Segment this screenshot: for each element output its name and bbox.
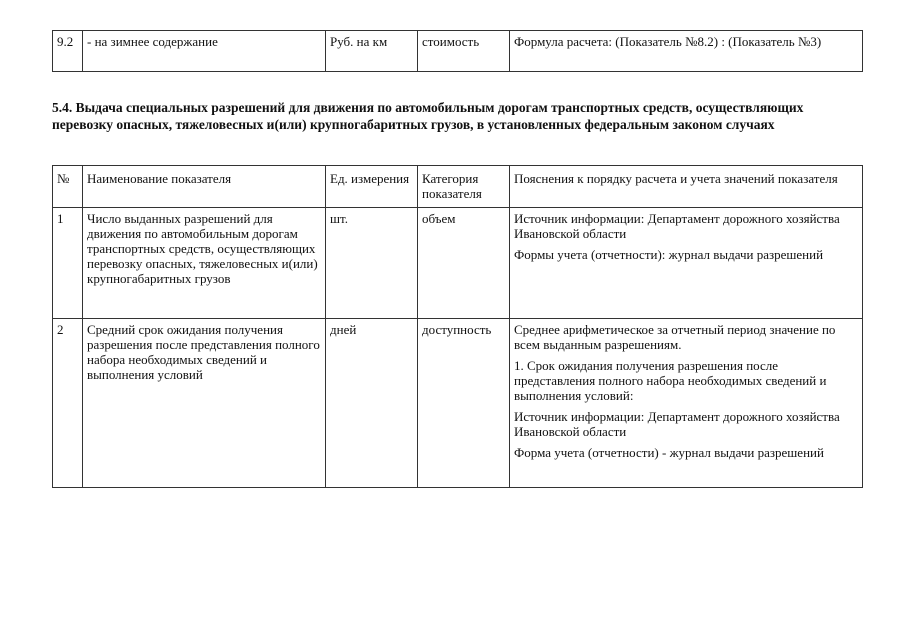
row-number: 1 [53, 208, 83, 319]
explanation-paragraph: 1. Срок ожидания получения разрешения после представления полного набора необходимых сведений и выполнения условий: [514, 358, 827, 403]
explanation-paragraph: Формы учета (отчетности): журнал выдачи разрешений [514, 247, 824, 262]
explanation-paragraph: Источник информации: Департамент дорожного хозяйства Ивановской области [514, 211, 840, 241]
table-row [53, 319, 863, 488]
table-row [53, 208, 863, 319]
header-category: Категория показателя [418, 166, 510, 208]
explanation-cell: Формула расчета: (Показатель №8.2) : (Показатель №3) [510, 31, 863, 72]
indicator-name: Средний срок ожидания получения разрешения после представления полного набора необходимых сведений и выполнения условий [83, 319, 326, 488]
category-cell: объем [418, 208, 510, 319]
explanation-paragraph: Среднее арифметическое за отчетный период значение по всем выданным разрешениям. [514, 322, 836, 352]
unit-cell: дней [326, 319, 418, 488]
header-explanation: Пояснения к порядку расчета и учета значений показателя [510, 166, 863, 208]
category-cell: доступность [418, 319, 510, 488]
unit-cell: Руб. на км [326, 31, 418, 72]
explanation-paragraph: Источник информации: Департамент дорожного хозяйства Ивановской области [514, 409, 840, 439]
category-cell: стоимость [418, 31, 510, 72]
header-number: № [53, 166, 83, 208]
explanation-paragraph: Форма учета (отчетности) - журнал выдачи разрешений [514, 445, 824, 460]
table-row [53, 31, 863, 72]
indicator-name: - на зимнее содержание [83, 31, 326, 72]
table-header-row [53, 166, 863, 208]
header-name: Наименование показателя [83, 166, 326, 208]
header-unit: Ед. измерения [326, 166, 418, 208]
explanation-cell [510, 319, 863, 488]
row-number: 9.2 [53, 31, 83, 72]
previous-table [52, 30, 863, 72]
indicators-table [52, 165, 863, 488]
indicator-name: Число выданных разрешений для движения по автомобильным дорогам транспортных средств, осуществляющих перевозку опасных, тяжеловесных и(или) крупногабаритных грузов [83, 208, 326, 319]
unit-cell: шт. [326, 208, 418, 319]
section-title: 5.4. Выдача специальных разрешений для движения по автомобильным дорогам транспортных средств, осуществляющих перевозку опасных, тяжеловесных и(или) крупногабаритных грузов, в установленных федеральным законом случаях [52, 100, 804, 132]
explanation-cell [510, 208, 863, 319]
row-number: 2 [53, 319, 83, 488]
